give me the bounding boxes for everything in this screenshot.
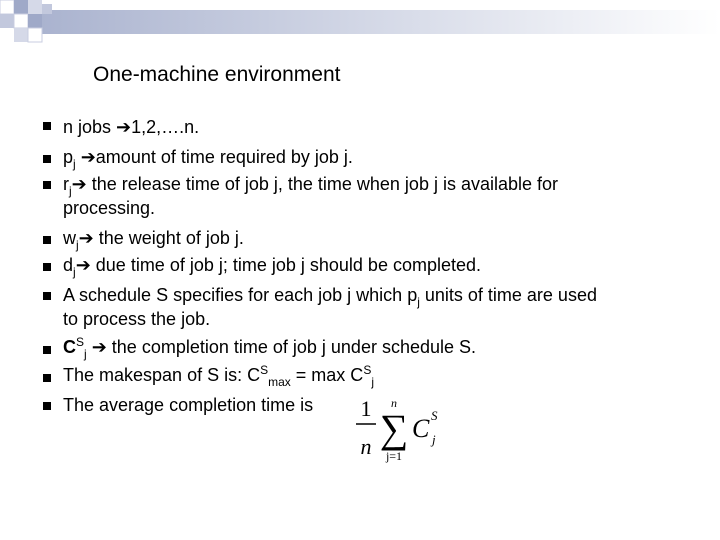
formula-denominator: n: [360, 434, 372, 459]
superscript: S: [260, 363, 269, 377]
bullet-weight: [63, 227, 244, 251]
bullet-text: the completion time of job j under schedule S.: [106, 337, 477, 357]
subscript: j: [76, 238, 79, 252]
formula-term: C: [412, 414, 430, 443]
bullet-release-time: [63, 173, 558, 197]
corner-decoration: [0, 0, 720, 60]
bullet-marker: [43, 236, 51, 244]
bullet-marker: [43, 374, 51, 382]
arrow-icon: ➔: [80, 147, 96, 167]
bullet-text: 1,2,….n.: [131, 117, 200, 137]
subscript: j: [73, 265, 76, 279]
sum-lower-limit: j=1: [385, 449, 403, 463]
average-completion-formula: [352, 394, 452, 464]
sum-upper-limit: n: [391, 396, 397, 410]
slide-title: One-machine environment: [93, 63, 341, 86]
bullet-text: p: [63, 147, 74, 167]
bullet-text: the release time of job j, the time when job j is available for: [86, 174, 559, 194]
bullet-marker: [43, 292, 51, 300]
bullet-text: amount of time required by job j.: [95, 147, 353, 167]
arrow-icon: ➔: [71, 174, 87, 194]
bullet-marker: [43, 181, 51, 189]
bullet-text: r: [63, 174, 69, 194]
bullet-text: The makespan of S is: C: [63, 365, 261, 385]
bullet-continuation: processing.: [63, 198, 156, 218]
bullet-text: w: [63, 228, 76, 248]
bullet-marker: [43, 346, 51, 354]
formula-term-subscript: j: [432, 432, 436, 447]
bullet-text: d: [63, 255, 74, 275]
formula-numerator: 1: [360, 396, 372, 421]
bullet-text: = max C: [290, 365, 364, 385]
bullet-marker: [43, 263, 51, 271]
arrow-icon: ➔: [91, 337, 107, 357]
bullet-text: due time of job j; time job j should be completed.: [90, 255, 481, 275]
bullet-text: the weight of job j.: [93, 228, 244, 248]
bullet-text: n jobs: [63, 117, 117, 137]
subscript: j: [69, 184, 72, 198]
bullet-text: units of time are used: [419, 285, 597, 305]
subscript: max: [268, 375, 291, 389]
bullet-due-time: [63, 254, 481, 278]
bullet-processing-time: [63, 146, 353, 170]
arrow-icon: ➔: [75, 255, 91, 275]
bullet-marker: [43, 155, 51, 163]
superscript: S: [76, 335, 85, 349]
subscript: j: [417, 295, 420, 309]
bullet-marker: [43, 122, 51, 130]
sum-symbol: ∑: [379, 406, 409, 451]
bullet-jobs: [63, 116, 199, 138]
arrow-icon: ➔: [116, 117, 132, 137]
bullet-text: A schedule S specifies for each job j which p: [63, 285, 418, 305]
subscript: j: [73, 157, 76, 171]
formula-term-superscript: S: [431, 408, 438, 423]
subscript: j: [371, 375, 374, 389]
bullet-schedule: [63, 284, 597, 308]
superscript: S: [363, 363, 372, 377]
bullet-text: C: [63, 337, 76, 357]
arrow-icon: ➔: [78, 228, 94, 248]
subscript: j: [84, 347, 87, 361]
bullet-average-completion: The average completion time is: [63, 395, 314, 415]
bullet-completion-time: [63, 336, 476, 360]
bullet-makespan: [63, 364, 374, 388]
bullet-continuation: to process the job.: [63, 309, 211, 329]
bullet-marker: [43, 402, 51, 410]
